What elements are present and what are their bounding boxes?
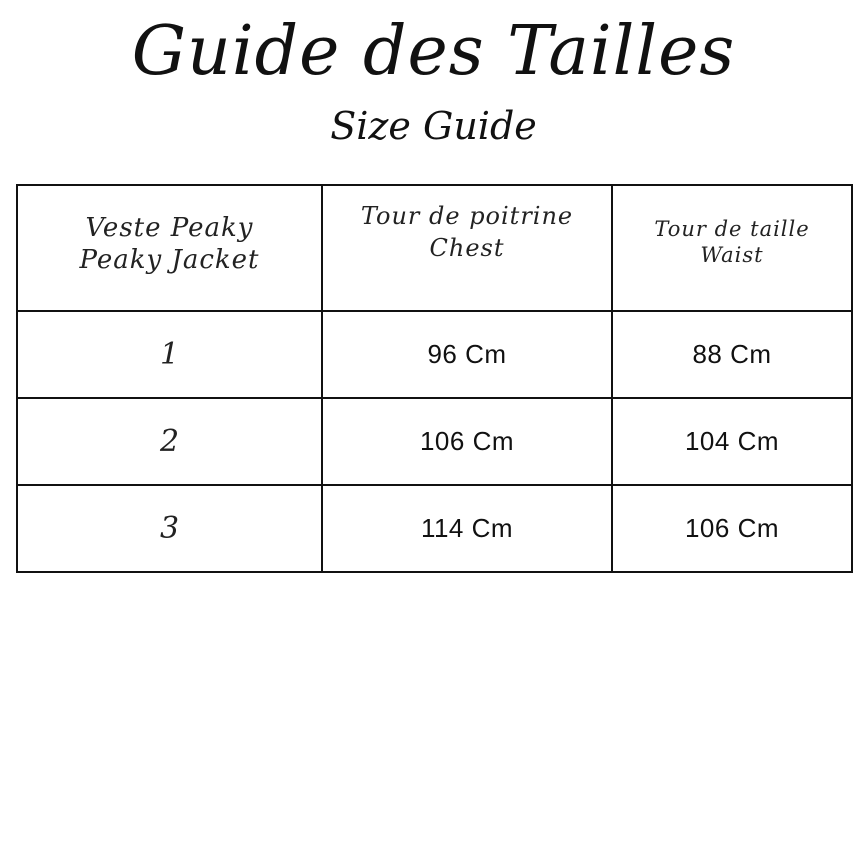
chest-cell [322, 398, 612, 485]
size-cell [17, 485, 322, 572]
table-row [17, 311, 852, 398]
header-waist-en: Waist [700, 243, 764, 267]
header-garment-fr: Veste Peaky [85, 213, 254, 243]
header-waist-fr: Tour de taille [654, 217, 810, 241]
waist-cell [612, 311, 852, 398]
chest-value: 114 Cm [420, 513, 514, 543]
waist-value: 106 Cm [684, 513, 780, 543]
page-title: Guide des Tailles [131, 12, 736, 91]
header-garment-en: Peaky Jacket [79, 245, 260, 275]
size-table [16, 184, 853, 573]
size-value: 3 [159, 511, 180, 546]
chest-value: 96 Cm [427, 339, 507, 369]
waist-value: 88 Cm [692, 339, 772, 369]
size-value: 1 [159, 337, 180, 372]
table-header-row [17, 185, 852, 311]
chest-value: 106 Cm [419, 426, 515, 456]
chest-cell [322, 485, 612, 572]
header-cell-chest [322, 185, 612, 311]
size-cell [17, 398, 322, 485]
size-value: 2 [159, 424, 180, 459]
page-subtitle: Size Guide [330, 104, 537, 148]
header-cell-waist [612, 185, 852, 311]
chest-cell [322, 311, 612, 398]
table-row [17, 485, 852, 572]
waist-value: 104 Cm [684, 426, 780, 456]
header-chest-fr: Tour de poitrine [360, 202, 574, 230]
size-cell [17, 311, 322, 398]
header-chest-en: Chest [429, 234, 505, 262]
waist-cell [612, 485, 852, 572]
waist-cell [612, 398, 852, 485]
table-row [17, 398, 852, 485]
header-cell-garment [17, 185, 322, 311]
